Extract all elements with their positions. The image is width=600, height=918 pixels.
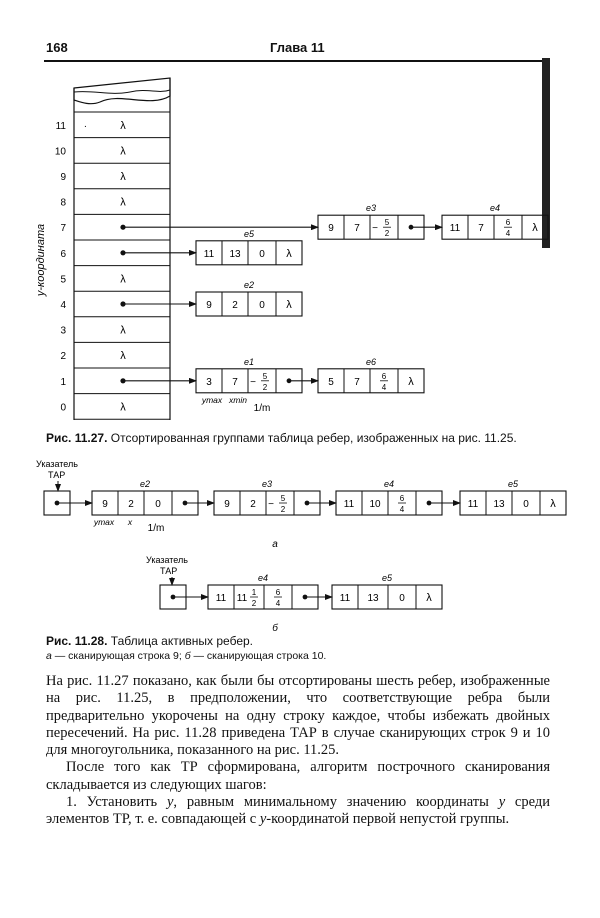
paragraph-2: После того как ТР сформирована, алгоритм построчного сканирования складывается из следующих шагов: (46, 759, 550, 793)
var-y-2: y (498, 794, 506, 811)
field-label-inv: 1/m (253, 402, 271, 414)
table-row-y-7 (60, 214, 170, 234)
active-edge-a-e4-label: e4 (383, 479, 395, 489)
edge-node-e3-field-2 (372, 218, 391, 238)
svg-text:4: 4 (505, 229, 511, 239)
row-y-label: 3 (60, 325, 66, 337)
svg-text:2: 2 (384, 229, 390, 239)
edge-node-e2-field-1: 2 (232, 300, 238, 311)
active-edge-a-e4 (336, 479, 442, 515)
figure-11-28 (0, 455, 600, 635)
active-edge-a-e3 (214, 479, 320, 515)
edge-e4-null: λ (532, 222, 538, 235)
active-edge-b-e4 (208, 573, 318, 609)
active-edge-b-e4-field-0: 11 (215, 593, 227, 604)
row-lambda: λ (120, 350, 126, 363)
svg-text:−: − (250, 376, 256, 388)
svg-text:6: 6 (275, 588, 281, 597)
svg-text:−: − (372, 223, 378, 235)
row-y-label: 11 (55, 120, 66, 132)
edge-node-e6-field-2 (380, 372, 388, 392)
active-edge-b-e5-field-0: 11 (339, 593, 351, 604)
edge-node-e4-label: e4 (489, 203, 501, 214)
active-edge-a-e5-field-2: 0 (523, 499, 529, 510)
caption-number: Рис. 11.28. (46, 634, 108, 648)
svg-text:2: 2 (262, 382, 268, 392)
row-y-label: 7 (60, 223, 66, 235)
svg-text:4: 4 (399, 505, 405, 514)
figure-11-27-caption (46, 430, 546, 446)
pointer-label-a: Указатель (36, 459, 78, 469)
row-lambda: λ (120, 324, 126, 337)
edge-node-e1-field-2 (250, 372, 269, 392)
svg-text:5: 5 (384, 218, 390, 228)
edge-node-e1-field-1: 7 (232, 376, 238, 388)
active-edge-a-e5-field-1: 13 (493, 499, 505, 510)
pointer-label-a-2: ТАР (48, 470, 66, 480)
caption-text: Таблица активных ребер. (110, 634, 254, 648)
active-edge-a-e4-field-2 (398, 494, 406, 514)
caption-text: Отсортированная группами таблица ребер, изображенных на рис. 11.25. (110, 431, 517, 445)
body-text (46, 673, 550, 829)
caption-sub-b-text: — сканирующая строка 10. (190, 650, 327, 662)
chapter-title: Глава 11 (270, 40, 325, 55)
pointer-label-b-2: ТАР (160, 566, 178, 576)
row-y-label: 6 (60, 248, 66, 260)
active-edge-a-e3-field-1: 2 (250, 499, 256, 510)
field-label-xmin: xmin (229, 394, 247, 405)
edge-node-e5-label: e5 (243, 228, 255, 239)
table-row-y-8 (60, 189, 170, 209)
row-y-label: 5 (60, 274, 66, 286)
edge-node-e2-field-2: 0 (259, 300, 265, 311)
row-lambda: λ (120, 119, 126, 132)
edge-node-e4-field-0: 11 (449, 223, 461, 235)
edge-node-e2-field-0: 9 (206, 300, 212, 311)
table-row-y-10 (55, 138, 170, 158)
row-y-label: 1 (60, 376, 66, 388)
caption-sub-a-text: — сканирующая строка 9; (51, 650, 185, 662)
p3-part-a: 1. Установить (66, 794, 167, 811)
subfigure-label-b: б (272, 623, 278, 634)
table-row-y-4 (60, 291, 170, 311)
svg-text:2: 2 (280, 505, 286, 514)
active-edge-a-e5-label: e5 (507, 479, 519, 489)
svg-text:5: 5 (262, 371, 268, 381)
svg-text:6: 6 (505, 218, 511, 228)
p3-part-c: среди элементов ТР, т. е. совпадающей с (46, 794, 550, 828)
y-axis-label: y-координата (35, 223, 47, 297)
row-lambda: λ (120, 145, 126, 158)
row-lambda: λ (120, 171, 126, 183)
active-edge-a-e3-field-2 (268, 494, 287, 514)
edge-node-e5-field-1: 13 (229, 248, 241, 260)
paragraph-3 (46, 794, 550, 829)
active-edge-a-e4-field-0: 11 (343, 499, 355, 510)
edge-node-e6-label: e6 (365, 356, 377, 367)
edge-e5-null: λ (286, 247, 292, 260)
var-y-3: y (259, 811, 267, 828)
edge-node-e1-field-0: 3 (206, 376, 212, 388)
active-edge-a-e2-field-0: 9 (102, 499, 108, 510)
table-row-y-6 (60, 240, 170, 260)
edge-node-e6-field-1: 7 (354, 376, 360, 388)
a-field-label-x: x (127, 517, 133, 527)
edge-node-e3 (318, 203, 424, 239)
svg-text:−: − (268, 499, 274, 510)
active-edge-a-e4-field-1: 10 (369, 499, 381, 510)
pointer-label-b: Указатель (146, 555, 188, 565)
active-edge-a-e2-field-1: 2 (128, 499, 134, 510)
table-row-y-2 (60, 342, 170, 362)
svg-text:2: 2 (251, 599, 257, 608)
row-y-label: 10 (54, 146, 66, 158)
edge-node-e2-label: e2 (243, 280, 255, 290)
edge-node-e3-label: e3 (365, 203, 377, 214)
row-y-label: 8 (60, 197, 66, 209)
row-lambda: λ (120, 273, 126, 286)
active-edge-b-e5-field-2: 0 (399, 593, 405, 604)
edge-node-e5-field-0: 11 (203, 248, 215, 260)
active-edge-a-e2-label: e2 (139, 479, 151, 489)
svg-text:5: 5 (280, 494, 286, 503)
row-y-label: 9 (60, 172, 66, 183)
active-edge-b-e4-field-2 (274, 588, 282, 608)
edge-node-e1-label: e1 (243, 356, 255, 367)
row-lambda: λ (120, 401, 126, 414)
active-edge-b-e4-label: e4 (257, 573, 269, 583)
svg-text:1: 1 (251, 588, 257, 597)
caption-number: Рис. 11.27. (46, 431, 108, 445)
svg-text:4: 4 (381, 382, 387, 392)
a-field-label-ymax: ymax (93, 517, 115, 527)
a-field-label-inv: 1/m (147, 523, 165, 534)
var-y-1: y (166, 794, 174, 811)
p3-part-d: -координатой первой непустой группы. (266, 811, 510, 828)
table-row-y-3 (60, 317, 170, 337)
row-lambda: λ (120, 196, 126, 209)
table-row-y-5 (60, 266, 170, 286)
active-edge-b-e5-field-1: 13 (367, 593, 379, 604)
row-dot: . (84, 118, 87, 130)
svg-text:6: 6 (381, 371, 387, 381)
active-edge-a-e2-field-2: 0 (155, 499, 161, 510)
active-edge-b-e4-field-1 (237, 588, 258, 608)
p3-part-b: , равным минимальному значению координаты (173, 794, 499, 811)
row-y-label: 0 (60, 402, 66, 414)
caption-sub-a-letter: а (46, 650, 52, 662)
page-number: 168 (46, 40, 68, 55)
edge-node-e4-field-2 (504, 218, 512, 238)
active-edge-a-e2 (92, 479, 198, 515)
subfigure-label-a: а (272, 539, 278, 550)
active-edge-a-e5-field-0: 11 (467, 499, 479, 510)
figure-11-28-caption (46, 634, 546, 664)
edge-e6-null: λ (408, 375, 414, 388)
active-edge-a-e3-label: e3 (261, 479, 273, 489)
svg-text:4: 4 (275, 599, 281, 608)
edge-node-e6-field-0: 5 (328, 376, 334, 388)
paragraph-1: На рис. 11.27 показано, как были бы отсортированы шесть ребер, изображенные на рис. 11.25, в предположении, что соответствующие ребра были предварительно укорочены на одну строку каждое, чтобы избежать двойных пересечений. На рис. 11.28 приведена ТАР в случае сканирующих строк 9 и 10 для многоугольника, показанного на рис. 11.25. (46, 673, 550, 759)
table-row-y-0 (60, 394, 170, 414)
edge-node-e4-field-1: 7 (478, 223, 484, 235)
svg-text:11: 11 (236, 593, 248, 604)
edge-node-e3-field-0: 9 (328, 223, 334, 235)
edge-e2-null: λ (286, 299, 292, 311)
field-label-ymax: ymax (201, 394, 223, 405)
figure-11-27 (0, 0, 600, 430)
edge-node-e1 (196, 357, 302, 393)
svg-text:6: 6 (399, 494, 405, 503)
active-edge-b-null: λ (426, 592, 432, 604)
edge-node-e5-field-2: 0 (259, 248, 265, 260)
caption-sub-b-letter: б (184, 650, 191, 662)
row-y-label: 2 (60, 351, 66, 363)
table-row-y-11 (56, 112, 170, 132)
active-edge-a-e3-field-0: 9 (224, 499, 230, 510)
row-y-label: 4 (60, 300, 66, 311)
active-edge-a-null: λ (550, 498, 556, 510)
table-row-y-9 (60, 163, 170, 183)
edge-node-e3-field-1: 7 (354, 223, 360, 235)
active-edge-b-e5-label: e5 (381, 573, 393, 583)
table-row-y-1 (60, 368, 170, 388)
